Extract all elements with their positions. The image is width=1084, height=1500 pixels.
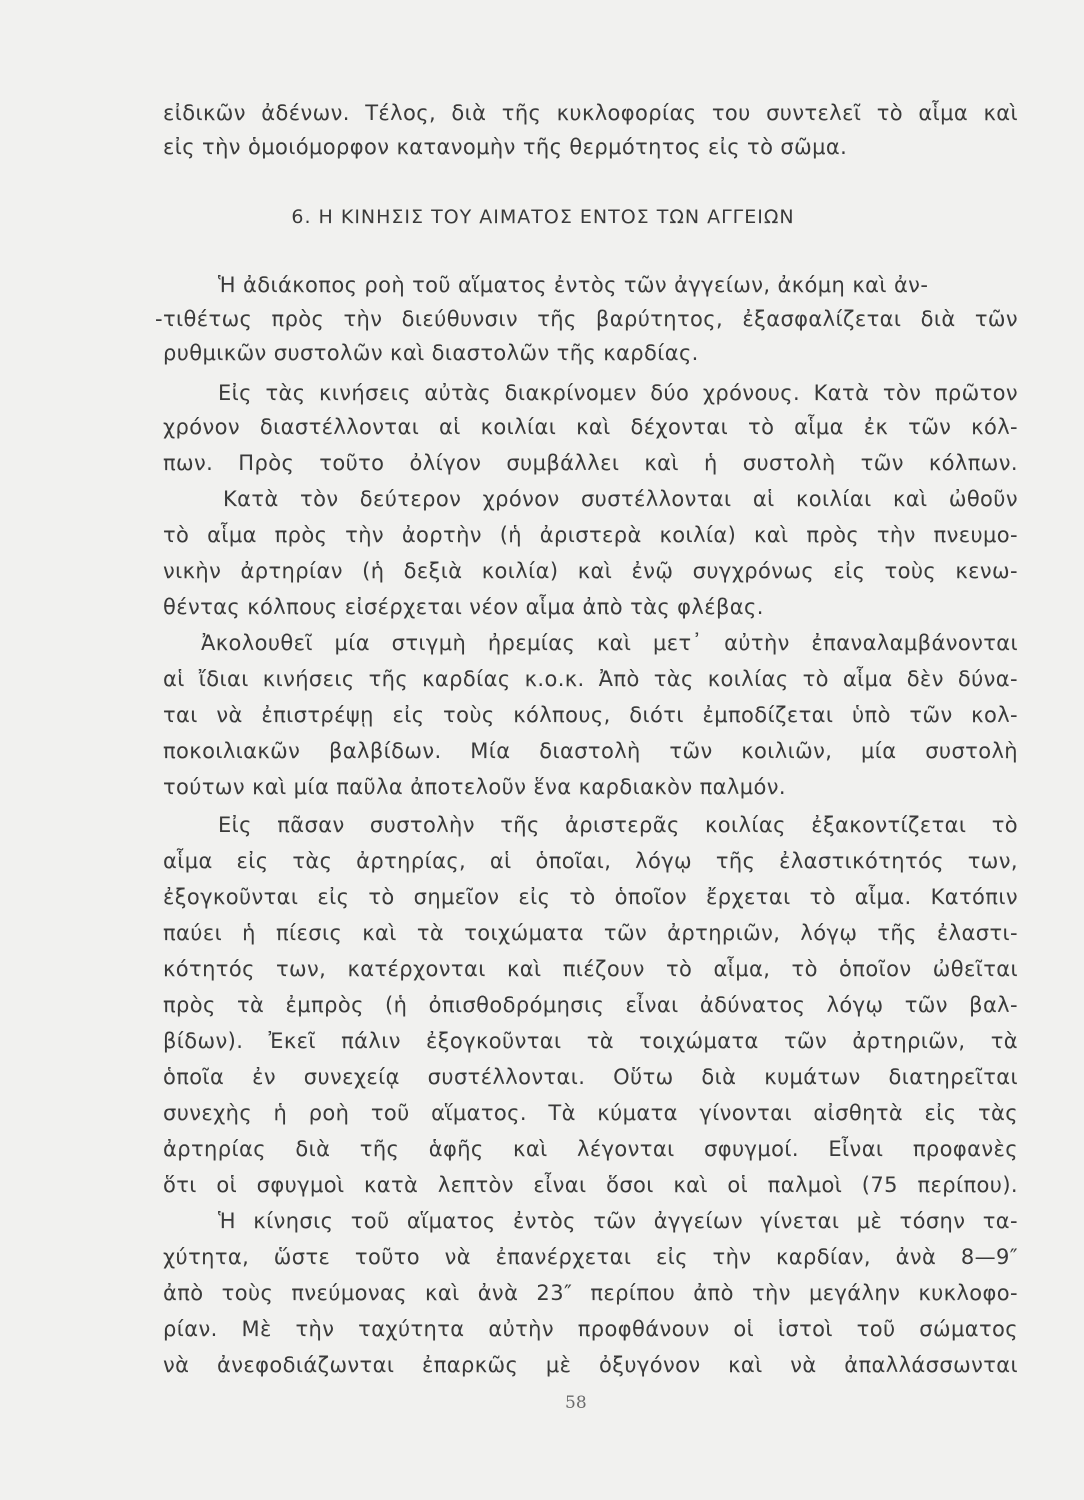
- text-line: χρόνον διαστέλλονται αἱ κοιλίαι καὶ δέχονται τὸ αἷμα ἐκ τῶν κόλ-: [163, 415, 1018, 439]
- text-line: ἀπὸ τοὺς πνεύμονας καὶ ἀνὰ 23″ περίπου ἀπὸ τὴν μεγάλην κυκλοφο-: [163, 1281, 1018, 1305]
- text-line: νὰ ἀνεφοδιάζωνται ἐπαρκῶς μὲ ὀξυγόνον καὶ νὰ ἀπαλλάσσωνται: [163, 1353, 1018, 1377]
- text-line: πων. Πρὸς τοῦτο ὀλίγον συμβάλλει καὶ ἡ συστολὴ τῶν κόλπων.: [163, 451, 1018, 475]
- text-line: ὁποῖα ἐν συνεχείᾳ συστέλλονται. Οὕτω διὰ κυμάτων διατηρεῖται: [163, 1065, 1018, 1089]
- text-line: ποκοιλιακῶν βαλβίδων. Μία διαστολὴ τῶν κοιλιῶν, μία συστολὴ: [163, 739, 1018, 763]
- text-line: συνεχὴς ἡ ροὴ τοῦ αἵματος. Τὰ κύματα γίνονται αἰσθητὰ εἰς τὰς: [163, 1101, 1018, 1125]
- text-line: ἐξογκοῦνται εἰς τὸ σημεῖον εἰς τὸ ὁποῖον ἔρχεται τὸ αἷμα. Κατόπιν: [163, 885, 1018, 909]
- text-line: Ἡ κίνησις τοῦ αἵματος ἐντὸς τῶν ἀγγείων γίνεται μὲ τόσην τα-: [218, 1209, 1018, 1233]
- section-title: 6. Η ΚΙΝΗΣΙΣ ΤΟΥ ΑΙΜΑΤΟΣ ΕΝΤΟΣ ΤΩΝ ΑΓΓΕΙΩΝ: [291, 206, 795, 228]
- text-line: εἰδικῶν ἀδένων. Τέλος, διὰ τῆς κυκλοφορίας του συντελεῖ τὸ αἷμα καὶ: [163, 101, 1018, 125]
- page-number: 58: [565, 1393, 587, 1413]
- text-line: Εἰς τὰς κινήσεις αὐτὰς διακρίνομεν δύο χρόνους. Κατὰ τὸν πρῶτον: [218, 381, 1018, 405]
- text-line: αἱ ἴδιαι κινήσεις τῆς καρδίας κ.ο.κ. Ἀπὸ τὰς κοιλίας τὸ αἷμα δὲν δύνα-: [163, 667, 1018, 691]
- text-line: Ἡ ἀδιάκοπος ροὴ τοῦ αἵματος ἐντὸς τῶν ἀγγείων, ἀκόμη καὶ ἀν-: [218, 273, 929, 297]
- text-line: πρὸς τὰ ἐμπρὸς (ἡ ὀπισθοδρόμησις εἶναι ἀδύνατος λόγῳ τῶν βαλ-: [163, 993, 1018, 1017]
- text-line: ρυθμικῶν συστολῶν καὶ διαστολῶν τῆς καρδίας.: [163, 341, 699, 365]
- text-line: Εἰς πᾶσαν συστολὴν τῆς ἀριστερᾶς κοιλίας ἐξακοντίζεται τὸ: [218, 813, 1018, 837]
- text-line: ἀρτηρίας διὰ τῆς ἁφῆς καὶ λέγονται σφυγμοί. Εἶναι προφανὲς: [163, 1137, 1018, 1161]
- text-line: Ἀκολουθεῖ μία στιγμὴ ἠρεμίας καὶ μετ᾽ αὐτὴν ἐπαναλαμβάνονται: [201, 631, 1018, 655]
- text-line: τούτων καὶ μία παῦλα ἀποτελοῦν ἕνα καρδιακὸν παλμόν.: [163, 775, 786, 799]
- text-line: νικὴν ἀρτηρίαν (ἡ δεξιὰ κοιλία) καὶ ἐνῷ συγχρόνως εἰς τοὺς κενω-: [163, 559, 1018, 583]
- text-line: εἰς τὴν ὁμοιόμορφον κατανομὴν τῆς θερμότητος εἰς τὸ σῶμα.: [163, 135, 848, 159]
- text-line: ὅτι οἱ σφυγμοὶ κατὰ λεπτὸν εἶναι ὅσοι καὶ οἱ παλμοὶ (75 περίπου).: [163, 1173, 1018, 1197]
- text-line: κότητός των, κατέρχονται καὶ πιέζουν τὸ αἷμα, τὸ ὁποῖον ὠθεῖται: [163, 957, 1018, 981]
- text-line: ρίαν. Μὲ τὴν ταχύτητα αὐτὴν προφθάνουν οἱ ἱστοὶ τοῦ σώματος: [163, 1317, 1018, 1341]
- text-line: παύει ἡ πίεσις καὶ τὰ τοιχώματα τῶν ἀρτηριῶν, λόγῳ τῆς ἐλαστι-: [163, 921, 1018, 945]
- text-line: αἷμα εἰς τὰς ἀρτηρίας, αἱ ὁποῖαι, λόγῳ τῆς ἐλαστικότητός των,: [163, 849, 1018, 873]
- text-line: βίδων). Ἐκεῖ πάλιν ἐξογκοῦνται τὰ τοιχώματα τῶν ἀρτηριῶν, τὰ: [163, 1029, 1018, 1053]
- text-line: Κατὰ τὸν δεύτερον χρόνον συστέλλονται αἱ κοιλίαι καὶ ὠθοῦν: [223, 487, 1018, 511]
- text-line: -τιθέτως πρὸς τὴν διεύθυνσιν τῆς βαρύτητος, ἐξασφαλίζεται διὰ τῶν: [155, 307, 1018, 331]
- text-line: θέντας κόλπους εἰσέρχεται νέον αἷμα ἀπὸ τὰς φλέβας.: [163, 595, 764, 619]
- text-line: τὸ αἷμα πρὸς τὴν ἀορτὴν (ἡ ἀριστερὰ κοιλία) καὶ πρὸς τὴν πνευμο-: [163, 523, 1018, 547]
- text-line: ται νὰ ἐπιστρέψῃ εἰς τοὺς κόλπους, διότι ἐμποδίζεται ὑπὸ τῶν κολ-: [163, 703, 1018, 727]
- text-line: χύτητα, ὥστε τοῦτο νὰ ἐπανέρχεται εἰς τὴν καρδίαν, ἀνὰ 8—9″: [163, 1245, 1018, 1269]
- page-body: [155, 96, 1018, 1456]
